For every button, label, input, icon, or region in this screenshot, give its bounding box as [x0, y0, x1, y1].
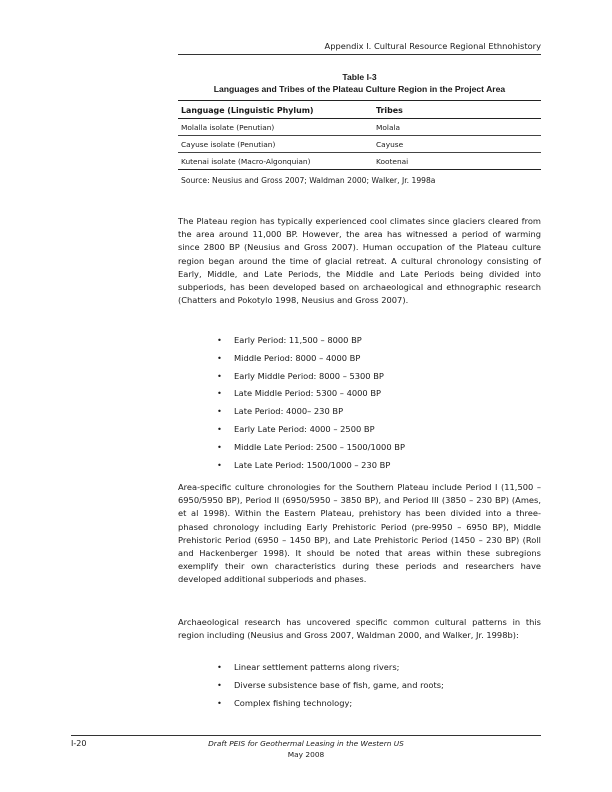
table-row — [178, 119, 541, 136]
running-header: Appendix I. Cultural Resource Regional Ethnohistory — [324, 41, 541, 51]
paragraph-area-chronologies: Area-specific culture chronologies for the Southern Plateau include Period I (11,500 – 6950/5950 BP), Period II (6950/5950 – 3850 BP), and Period III (3850 – 230 BP) (Ames, et al 1998). Within the Eastern Plateau, prehistory has been divided into a three-phased chronology including Early Prehistoric Period (pre-9950 – 6950 BP), Middle Prehistoric Period (6950 – 1450 BP), and Late Prehistoric Period (1450 – 230 BP) (Roll and Hackenberger 1998). It should be noted that areas within these subregions exemplify their own characteristics during these periods and researchers have developed additional subperiods and phases. — [178, 482, 541, 585]
list-item: • Complex fishing technology; — [178, 695, 541, 713]
paragraph-climate-chronology: The Plateau region has typically experienced cool climates since glaciers cleared from the area around 11,000 BP. However, the area has witnessed a period of warming since 2800 BP (Neusius and Gross 2007). Human occupation of the Plateau culture region began around the time of glacial retreat. A cultural chronology consisting of Early, Middle, and Late Periods, the Middle and Late Periods being divided into subperiods, has been developed based on archaeological and ethnographic research (Chatters and Pokotylo 1998, Neusius and Gross 2007). — [178, 216, 541, 306]
list-item: • Early Period: 11,500 – 8000 BP — [178, 332, 541, 350]
footer-date: May 2008 — [287, 750, 325, 759]
table-cell-tribe: Cayuse — [373, 136, 541, 153]
list-item: • Late Middle Period: 5300 – 4000 BP — [178, 385, 541, 403]
list-item: • Late Late Period: 1500/1000 – 230 BP — [178, 457, 541, 475]
column-header-language: Language (Linguistic Phylum) — [178, 101, 373, 119]
footer-rule — [71, 735, 541, 736]
table-cell-language: Cayuse isolate (Penutian) — [178, 136, 373, 153]
list-item: • Middle Late Period: 2500 – 1500/1000 BP — [178, 439, 541, 457]
list-item: • Middle Period: 8000 – 4000 BP — [178, 350, 541, 368]
table-row — [178, 153, 541, 170]
paragraph-cultural-patterns: Archaeological research has uncovered specific common cultural patterns in this region including (Neusius and Gross 2007, Waldman 2000, and Walker, Jr. 1998b): — [178, 617, 541, 641]
list-item: • Early Middle Period: 8000 – 5300 BP — [178, 368, 541, 386]
footer-document-title: Draft PEIS for Geothermal Leasing in the Western US — [208, 739, 404, 748]
list-item: • Diverse subsistence base of fish, game, and roots; — [178, 677, 541, 695]
period-list — [178, 332, 541, 474]
table-number: Table I-3 — [342, 72, 377, 82]
column-header-tribes: Tribes — [373, 101, 541, 119]
header-rule — [178, 54, 541, 55]
table-header-row — [178, 101, 541, 119]
page-number: I-20 — [71, 739, 87, 748]
pattern-list — [178, 659, 541, 712]
table-block — [178, 72, 541, 185]
table-cell-language: Kutenai isolate (Macro-Algonquian) — [178, 153, 373, 170]
list-item: • Linear settlement patterns along rivers; — [178, 659, 541, 677]
table-cell-tribe: Molala — [373, 119, 541, 136]
table-cell-tribe: Kootenai — [373, 153, 541, 170]
table-title: Languages and Tribes of the Plateau Culture Region in the Project Area — [213, 84, 506, 94]
list-item: • Late Period: 4000– 230 BP — [178, 403, 541, 421]
table-row — [178, 136, 541, 153]
table-source-note: Source: Neusius and Gross 2007; Waldman 2000; Walker, Jr. 1998a — [181, 176, 436, 185]
languages-table — [178, 100, 541, 170]
table-cell-language: Molalla isolate (Penutian) — [178, 119, 373, 136]
list-item: • Early Late Period: 4000 – 2500 BP — [178, 421, 541, 439]
